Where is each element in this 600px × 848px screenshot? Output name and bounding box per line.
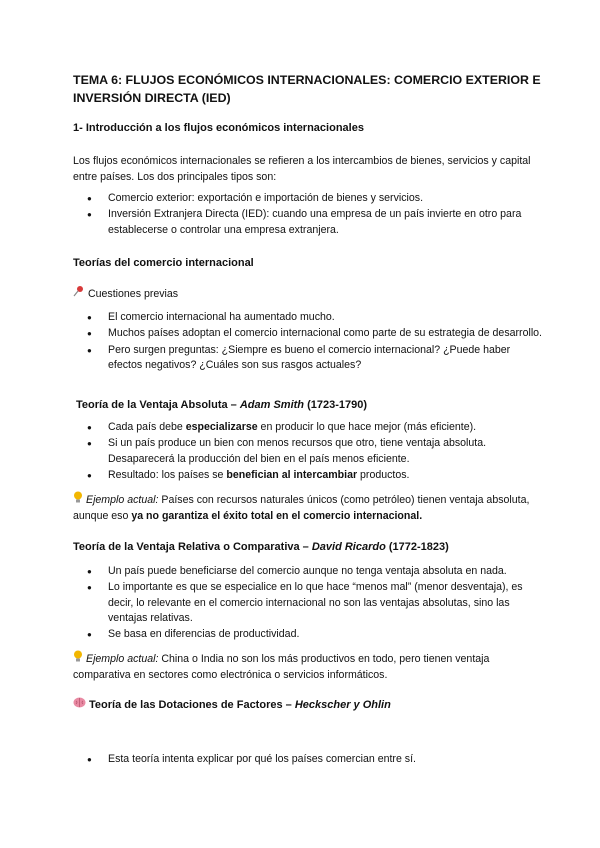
heading-years: (1772-1823) [385,541,449,553]
list-item: ● El comercio internacional ha aumentado mucho. [73,310,543,325]
list-item: ● Resultado: los países se benefician al intercambiar productos. [73,468,543,483]
pushpin-icon [73,285,85,302]
absoluta-heading [76,398,367,413]
list-item: ● Pero surgen preguntas: ¿Siempre es bueno el comercio internacional? ¿Puede haber efectos negativos? ¿Cuáles son sus rasgos actuales? [73,343,543,374]
heading-main: Teoría de la Ventaja Relativa o Comparativa – [73,541,312,553]
intro-paragraph: Los flujos económicos internacionales se refieren a los intercambios de bienes, servicios y capital entre países. Los dos principales tipos son: [73,155,531,183]
heading-main: Teoría de las Dotaciones de Factores – [89,699,295,711]
heading-author: Adam Smith [239,399,305,411]
dotaciones-bullet-list [73,752,543,768]
example-text: Países con recursos naturales únicos (como petróleo) tienen ventaja absoluta, aunque eso [73,494,530,522]
list-item: ● Cada país debe especializarse en producir lo que hace mejor (más eficiente). [73,420,543,435]
intro-bullet-list [73,191,543,239]
example-bold: ya no garantiza el éxito total en el comercio internacional. [131,510,423,522]
absoluta-bullet-list [73,420,543,484]
document-title: TEMA 6: FLUJOS ECONÓMICOS INTERNACIONALES: COMERCIO EXTERIOR E INVERSIÓN DIRECTA (IED) [73,73,541,105]
cuestiones-bullet-list [73,310,543,374]
brain-icon [73,697,86,713]
example-label: Ejemplo actual: [86,494,159,506]
dotaciones-heading [73,697,391,713]
list-item: ● Comercio exterior: exportación e importación de bienes y servicios. [73,191,543,206]
teorias-heading: Teorías del comercio internacional [73,257,254,269]
list-item: ● Se basa en diferencias de productividad. [73,627,543,642]
list-item: ● Muchos países adoptan el comercio internacional como parte de su estrategia de desarrollo. [73,326,543,341]
relativa-heading [73,540,449,555]
list-item: ● Un país puede beneficiarse del comercio aunque no tenga ventaja absoluta en nada. [73,564,543,579]
cuestiones-previas-label [73,285,543,302]
list-item: ● Inversión Extranjera Directa (IED): cuando una empresa de un país invierte en otro para establecerse o controlar una empresa extranjera. [73,207,543,238]
absoluta-example [73,491,543,524]
heading-author: David Ricardo [311,541,386,553]
lightbulb-icon [73,491,83,508]
list-item: ● Lo importante es que se especialice en lo que hace “menos mal” (menor desventaja), es decir, lo relevante en el comercio internacional no son las ventajas absolutas, sino las ventajas relativas. [73,580,543,626]
cuestiones-label-text: Cuestiones previas [88,288,179,300]
heading-years: (1723-1790) [304,399,368,411]
lightbulb-icon [73,650,83,667]
example-text: China o India no son los más productivos en todo, pero tienen ventaja comparativa en sectores como electrónica o servicios informáticos. [73,653,490,681]
heading-author: Heckscher y Ohlin [294,699,391,711]
list-item: ● Si un país produce un bien con menos recursos que otro, tiene ventaja absoluta. Desaparecerá la producción del bien en el país menos eficiente. [73,436,543,467]
relativa-bullet-list [73,564,543,643]
heading-main: Teoría de la Ventaja Absoluta – [76,399,240,411]
list-item: ● Esta teoría intenta explicar por qué los países comercian entre sí. [73,752,543,767]
relativa-example [73,650,543,683]
example-label: Ejemplo actual: [86,653,159,665]
intro-heading: 1- Introducción a los flujos económicos internacionales [73,122,364,134]
